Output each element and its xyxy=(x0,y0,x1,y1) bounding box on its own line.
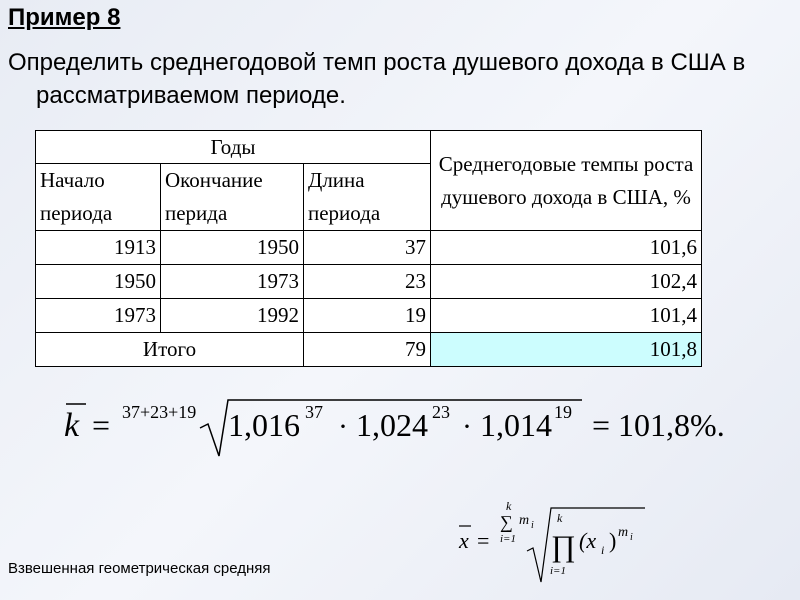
root-index: 37+23+19 xyxy=(122,402,197,422)
years-group-header: Годы xyxy=(36,131,431,164)
formula-lhs: x xyxy=(459,528,469,553)
sum-lower: i=1 xyxy=(500,533,516,545)
length-cell: 37 xyxy=(304,231,431,265)
dot-1: · xyxy=(338,410,348,443)
length-cell: 23 xyxy=(304,265,431,299)
length-cell: 19 xyxy=(304,299,431,333)
rate-cell: 102,4 xyxy=(431,265,702,299)
total-rate-cell: 101,8 xyxy=(431,333,702,367)
length-column-header: Длина периода xyxy=(304,164,431,231)
table-row xyxy=(36,265,702,299)
prod-lower: i=1 xyxy=(550,565,566,577)
sum-upper: k xyxy=(506,499,512,513)
formula-result: = 101,8%. xyxy=(592,407,725,443)
sum-icon: ∑ xyxy=(500,512,513,532)
total-label: Итого xyxy=(36,333,304,367)
formula-lhs: k xyxy=(64,407,80,444)
end-year-cell: 1992 xyxy=(161,299,304,333)
power-weight: m xyxy=(618,525,629,540)
base-2: 1,024 xyxy=(356,407,428,443)
rate-cell: 101,4 xyxy=(431,299,702,333)
exponent-1: 37 xyxy=(305,402,323,422)
sum-weight: m xyxy=(519,513,530,528)
table-row xyxy=(36,299,702,333)
total-length-cell: 79 xyxy=(304,333,431,367)
start-year-cell: 1913 xyxy=(36,231,161,265)
exponent-3: 19 xyxy=(554,402,572,422)
term-open: (x xyxy=(579,528,597,553)
table-row xyxy=(36,231,702,265)
start-year-cell: 1973 xyxy=(36,299,161,333)
task-statement: Определить среднегодовой темп роста душевого дохода в США в рассматриваемом периоде. xyxy=(8,49,746,109)
term-sub: i xyxy=(601,543,605,557)
prod-upper: k xyxy=(557,511,563,525)
dot-2: · xyxy=(462,410,472,443)
start-column-header: Начало периода xyxy=(36,164,161,231)
power-weight-sub: i xyxy=(630,532,633,543)
end-column-header: Окончание перида xyxy=(161,164,304,231)
income-growth-table xyxy=(35,130,702,367)
base-3: 1,014 xyxy=(480,407,552,443)
weighted-geometric-mean-caption: Взвешенная геометрическая средняя xyxy=(8,560,271,577)
product-icon: ∏ xyxy=(551,530,576,563)
term-close: ) xyxy=(609,528,617,553)
weighted-geometric-mean-formula xyxy=(455,496,655,586)
geometric-mean-formula xyxy=(62,392,762,462)
formula-eq: = xyxy=(477,528,490,553)
start-year-cell: 1950 xyxy=(36,265,161,299)
sum-weight-sub: i xyxy=(531,520,534,531)
example-heading: Пример 8 xyxy=(8,4,121,31)
base-1: 1,016 xyxy=(228,407,300,443)
end-year-cell: 1973 xyxy=(161,265,304,299)
formula-eq: = xyxy=(92,407,111,443)
exponent-2: 23 xyxy=(432,402,450,422)
end-year-cell: 1950 xyxy=(161,231,304,265)
rate-cell: 101,6 xyxy=(431,231,702,265)
rate-column-header: Среднегодовые темпы роста душевого дохода в США, % xyxy=(431,131,702,231)
total-row xyxy=(36,333,702,367)
